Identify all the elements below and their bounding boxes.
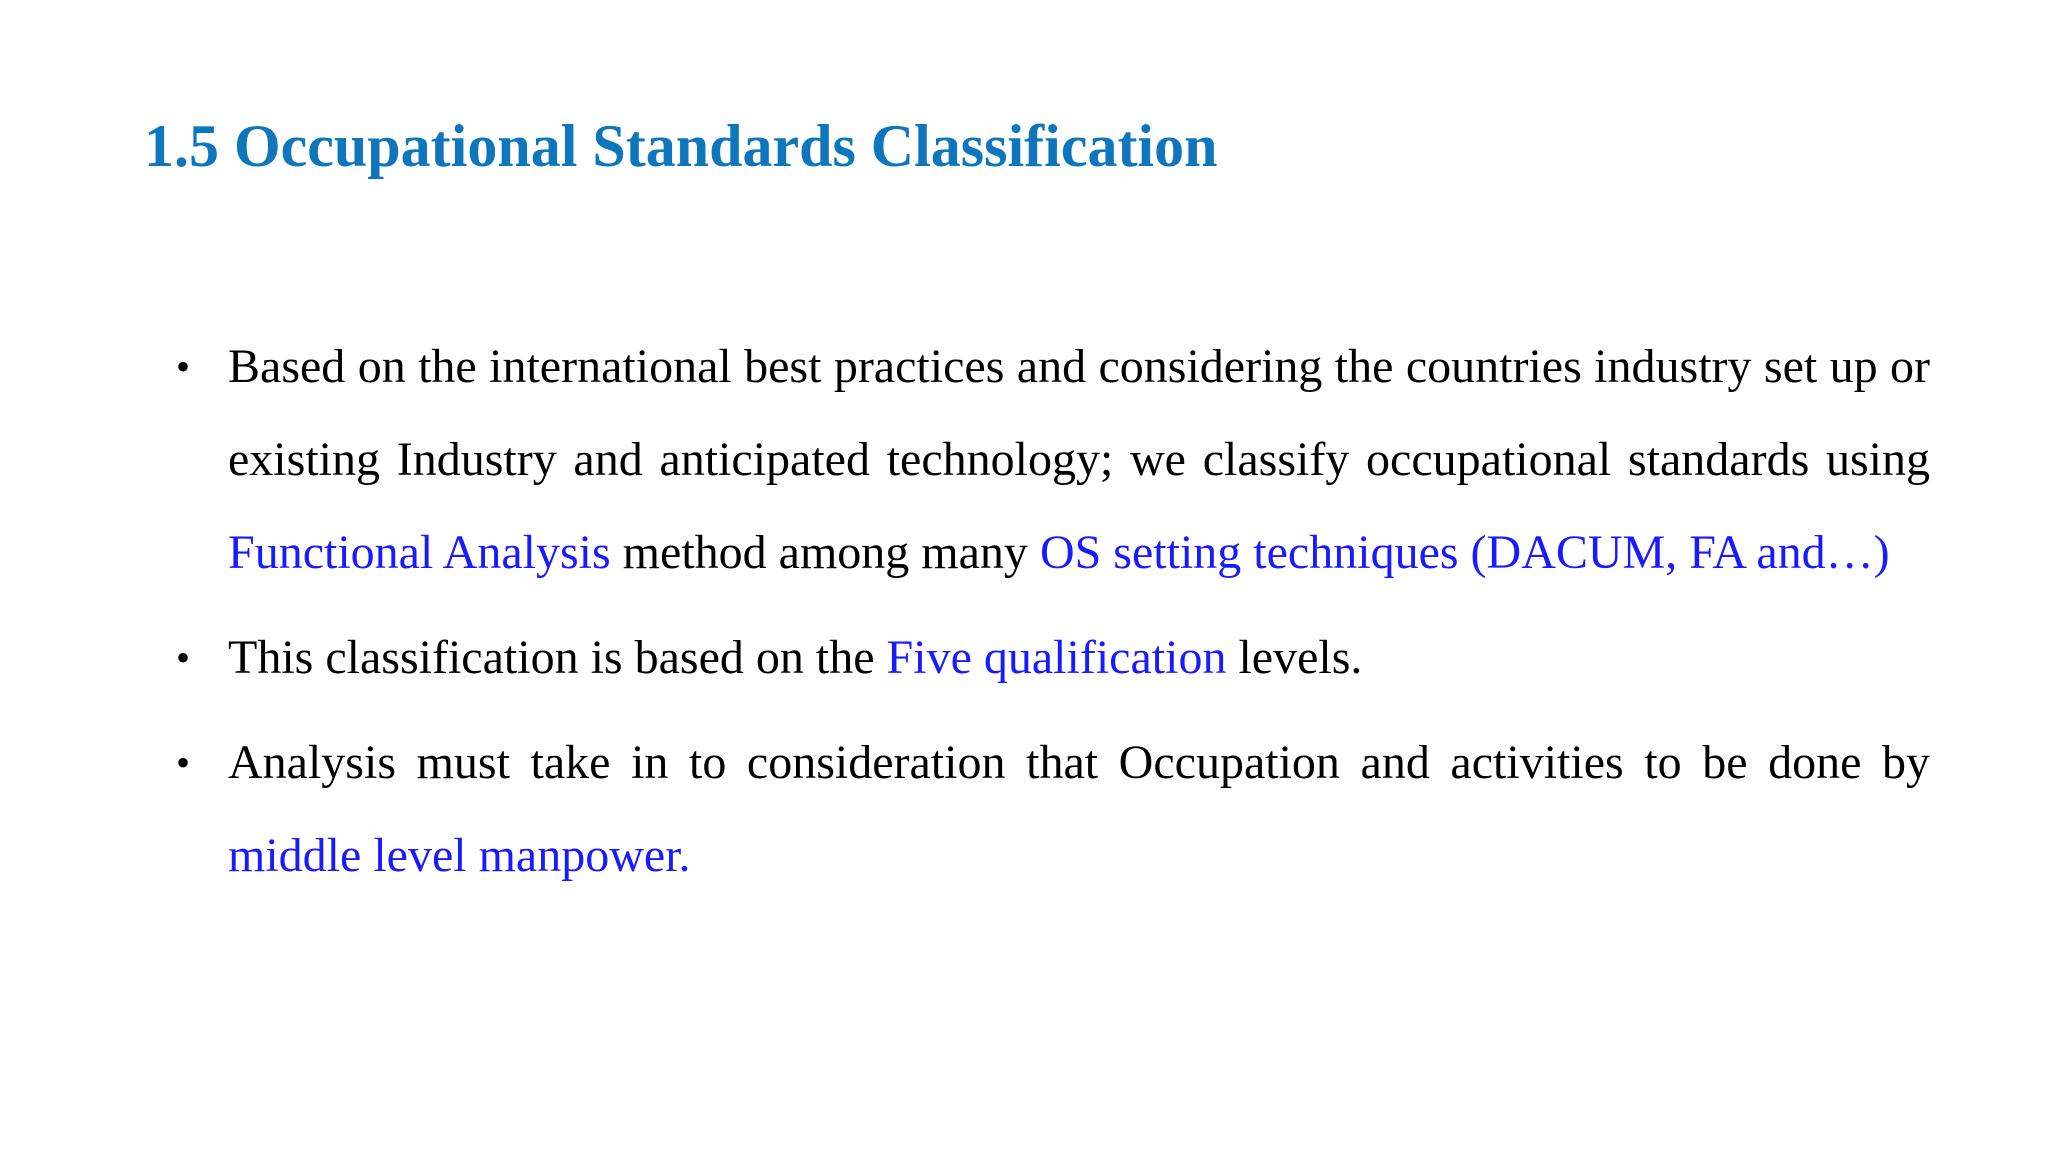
bullet-highlight: Functional Analysis: [228, 526, 611, 579]
bullet-highlight: middle level manpower.: [228, 829, 691, 882]
bullet-list: [174, 320, 1930, 902]
bullet-item: [174, 320, 1930, 599]
bullet-text: Analysis must take in to consideration that Occupation and activities to be done by: [228, 736, 1930, 789]
bullet-text: Based on the international best practices and considering the countries industry set up or existing Industry and anticipated technology; we classify occupational standards using: [228, 340, 1930, 486]
bullet-highlight: OS setting techniques (DACUM, FA and…): [1039, 526, 1890, 579]
bullet-item: [174, 716, 1930, 902]
slide-title: 1.5 Occupational Standards Classification: [144, 113, 1218, 179]
bullet-text: levels.: [1226, 631, 1363, 684]
bullet-highlight: Five qualification: [886, 631, 1227, 684]
bullet-text: This classification is based on the: [228, 631, 887, 684]
bullet-text: method among many: [610, 526, 1040, 579]
bullet-item: [174, 611, 1930, 704]
